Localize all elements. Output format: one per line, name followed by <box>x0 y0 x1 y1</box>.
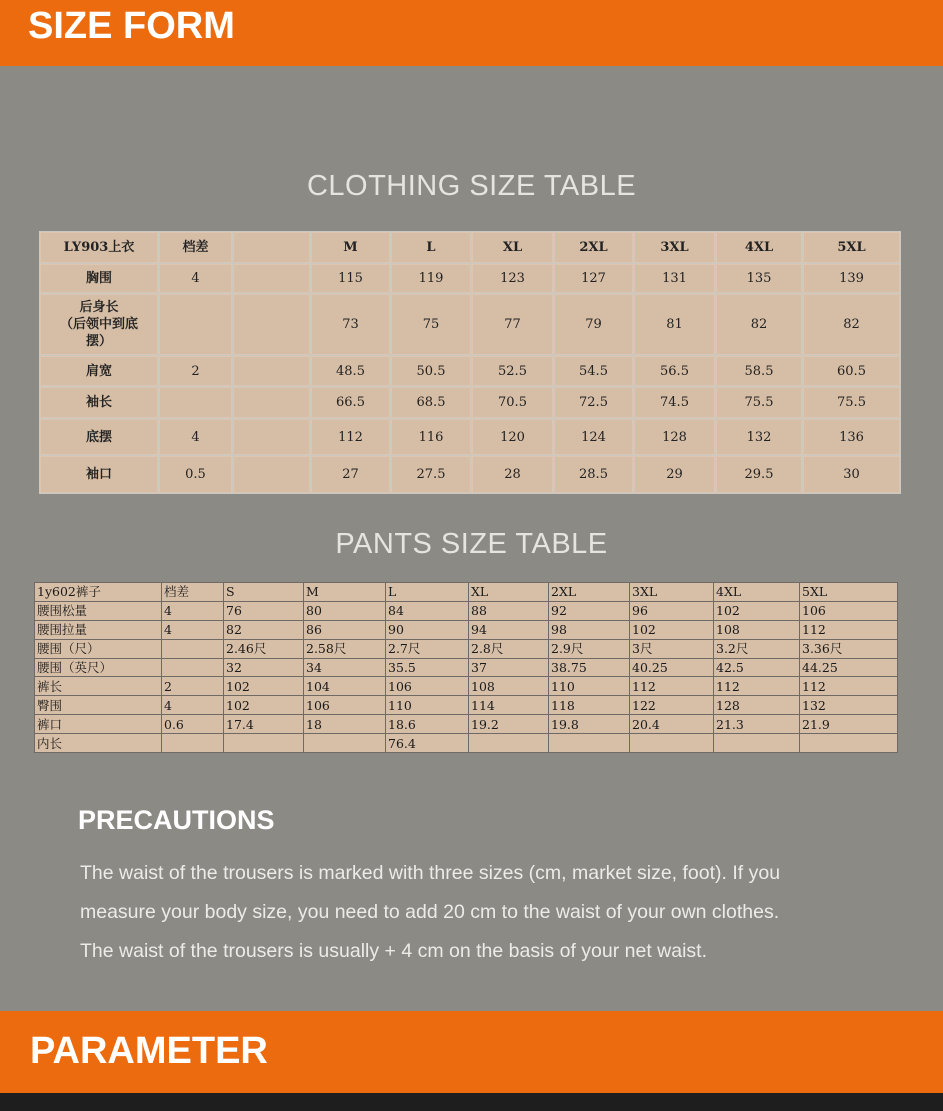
pants-cell: 82 <box>224 620 304 639</box>
clothing-cell: 4 <box>159 419 233 456</box>
size-form-title: SIZE FORM <box>28 5 235 47</box>
clothing-cell: 73 <box>311 294 391 356</box>
precautions-line: The waist of the trousers is usually + 4 cm on the basis of your net waist. <box>80 940 707 962</box>
pants-label-cell: 腰围（英尺） <box>35 658 162 677</box>
pants-cell: 2.7尺 <box>386 639 469 658</box>
size-form-banner <box>0 0 943 66</box>
clothing-cell: 132 <box>716 419 803 456</box>
clothing-cell: 29.5 <box>716 456 803 494</box>
clothing-table-title: CLOTHING SIZE TABLE <box>306 170 637 202</box>
pants-cell: 94 <box>469 620 549 639</box>
precautions-text <box>80 854 880 971</box>
clothing-header-cell: 4XL <box>716 232 803 264</box>
pants-cell <box>469 734 549 753</box>
bottom-strip <box>0 1093 943 1111</box>
pants-cell: 18.6 <box>386 715 469 734</box>
clothing-cell: 82 <box>716 294 803 356</box>
parameter-title: PARAMETER <box>30 1030 268 1072</box>
pants-row <box>35 639 898 658</box>
pants-cell <box>224 734 304 753</box>
pants-cell: 19.8 <box>549 715 630 734</box>
pants-label-cell: 内长 <box>35 734 162 753</box>
clothing-cell: 28.5 <box>554 456 634 494</box>
pants-label-cell: 裤长 <box>35 677 162 696</box>
pants-cell <box>162 639 224 658</box>
clothing-cell: 27 <box>311 456 391 494</box>
pants-label-cell: 臀围 <box>35 696 162 715</box>
clothing-cell: 81 <box>634 294 716 356</box>
pants-cell: 3尺 <box>630 639 714 658</box>
pants-cell: 96 <box>630 601 714 620</box>
pants-cell: 17.4 <box>224 715 304 734</box>
clothing-label-cell: 底摆 <box>40 419 159 456</box>
clothing-cell: 66.5 <box>311 387 391 419</box>
pants-cell: 21.9 <box>800 715 898 734</box>
pants-cell <box>162 734 224 753</box>
pants-header-cell: M <box>304 583 386 602</box>
clothing-header-cell <box>233 232 311 264</box>
clothing-row <box>40 387 901 419</box>
clothing-cell: 120 <box>472 419 554 456</box>
pants-row <box>35 715 898 734</box>
parameter-banner <box>0 1011 943 1093</box>
pants-row <box>35 734 898 753</box>
pants-cell: 2.9尺 <box>549 639 630 658</box>
clothing-cell: 82 <box>803 294 901 356</box>
clothing-cell: 127 <box>554 264 634 294</box>
pants-cell: 88 <box>469 601 549 620</box>
clothing-cell: 70.5 <box>472 387 554 419</box>
pants-header-cell: 1y602裤子 <box>35 583 162 602</box>
clothing-cell: 123 <box>472 264 554 294</box>
clothing-row <box>40 456 901 494</box>
pants-cell: 102 <box>630 620 714 639</box>
pants-cell: 35.5 <box>386 658 469 677</box>
clothing-cell: 119 <box>391 264 472 294</box>
clothing-cell <box>233 356 311 387</box>
clothing-label-cell: 肩宽 <box>40 356 159 387</box>
pants-cell: 112 <box>800 620 898 639</box>
pants-cell: 2.8尺 <box>469 639 549 658</box>
clothing-cell: 72.5 <box>554 387 634 419</box>
clothing-cell <box>159 294 233 356</box>
clothing-cell: 0.5 <box>159 456 233 494</box>
clothing-cell: 79 <box>554 294 634 356</box>
clothing-cell <box>233 294 311 356</box>
clothing-cell: 135 <box>716 264 803 294</box>
clothing-cell: 56.5 <box>634 356 716 387</box>
pants-cell: 102 <box>224 696 304 715</box>
clothing-cell: 27.5 <box>391 456 472 494</box>
clothing-cell: 131 <box>634 264 716 294</box>
pants-label-cell: 腰围（尺） <box>35 639 162 658</box>
clothing-cell: 52.5 <box>472 356 554 387</box>
clothing-cell <box>233 456 311 494</box>
clothing-cell: 28 <box>472 456 554 494</box>
clothing-header-cell: 2XL <box>554 232 634 264</box>
pants-cell: 4 <box>162 696 224 715</box>
pants-cell: 76.4 <box>386 734 469 753</box>
pants-cell: 44.25 <box>800 658 898 677</box>
clothing-header-cell: 5XL <box>803 232 901 264</box>
pants-cell: 112 <box>714 677 800 696</box>
clothing-cell: 58.5 <box>716 356 803 387</box>
clothing-cell: 75 <box>391 294 472 356</box>
pants-cell: 32 <box>224 658 304 677</box>
pants-cell: 108 <box>469 677 549 696</box>
clothing-cell <box>233 419 311 456</box>
pants-cell <box>630 734 714 753</box>
clothing-header-row <box>40 232 901 264</box>
pants-cell: 110 <box>549 677 630 696</box>
pants-row <box>35 677 898 696</box>
pants-cell <box>304 734 386 753</box>
clothing-cell: 54.5 <box>554 356 634 387</box>
clothing-cell: 4 <box>159 264 233 294</box>
clothing-header-cell: XL <box>472 232 554 264</box>
clothing-header-cell: LY903上衣 <box>40 232 159 264</box>
clothing-cell: 74.5 <box>634 387 716 419</box>
pants-cell: 2.46尺 <box>224 639 304 658</box>
pants-cell: 90 <box>386 620 469 639</box>
pants-cell: 3.36尺 <box>800 639 898 658</box>
pants-cell: 86 <box>304 620 386 639</box>
pants-cell: 118 <box>549 696 630 715</box>
pants-cell: 0.6 <box>162 715 224 734</box>
pants-cell: 3.2尺 <box>714 639 800 658</box>
pants-cell: 102 <box>714 601 800 620</box>
clothing-cell: 48.5 <box>311 356 391 387</box>
precautions-line: measure your body size, you need to add 20 cm to the waist of your own clothes. <box>80 901 780 923</box>
clothing-header-cell: L <box>391 232 472 264</box>
pants-cell: 2 <box>162 677 224 696</box>
clothing-cell: 139 <box>803 264 901 294</box>
clothing-cell <box>159 387 233 419</box>
pants-label-cell: 腰围松量 <box>35 601 162 620</box>
pants-header-cell: L <box>386 583 469 602</box>
clothing-label-cell: 胸围 <box>40 264 159 294</box>
clothing-header-cell: M <box>311 232 391 264</box>
clothing-label-cell: 袖长 <box>40 387 159 419</box>
clothing-cell: 2 <box>159 356 233 387</box>
pants-cell: 18 <box>304 715 386 734</box>
pants-cell: 108 <box>714 620 800 639</box>
pants-cell: 128 <box>714 696 800 715</box>
clothing-cell: 116 <box>391 419 472 456</box>
clothing-cell: 75.5 <box>803 387 901 419</box>
pants-header-cell: XL <box>469 583 549 602</box>
pants-cell: 106 <box>304 696 386 715</box>
pants-cell: 37 <box>469 658 549 677</box>
clothing-header-cell: 档差 <box>159 232 233 264</box>
pants-cell: 4 <box>162 601 224 620</box>
clothing-label-cell: 袖口 <box>40 456 159 494</box>
pants-cell: 84 <box>386 601 469 620</box>
pants-cell <box>549 734 630 753</box>
pants-cell <box>800 734 898 753</box>
clothing-cell: 128 <box>634 419 716 456</box>
pants-header-cell: 5XL <box>800 583 898 602</box>
pants-header-cell: 档差 <box>162 583 224 602</box>
pants-cell: 98 <box>549 620 630 639</box>
pants-row <box>35 696 898 715</box>
clothing-cell: 50.5 <box>391 356 472 387</box>
pants-cell: 106 <box>386 677 469 696</box>
pants-table-title: PANTS SIZE TABLE <box>335 528 608 560</box>
clothing-cell: 68.5 <box>391 387 472 419</box>
pants-header-cell: 3XL <box>630 583 714 602</box>
precautions-line: The waist of the trousers is marked with three sizes (cm, market size, foot). If you <box>80 862 781 884</box>
pants-cell: 80 <box>304 601 386 620</box>
clothing-header-cell: 3XL <box>634 232 716 264</box>
clothing-row <box>40 294 901 356</box>
pants-header-row <box>35 583 898 602</box>
pants-cell: 114 <box>469 696 549 715</box>
clothing-row <box>40 264 901 294</box>
pants-header-cell: S <box>224 583 304 602</box>
clothing-cell: 77 <box>472 294 554 356</box>
clothing-cell: 60.5 <box>803 356 901 387</box>
pants-header-cell: 2XL <box>549 583 630 602</box>
clothing-cell: 75.5 <box>716 387 803 419</box>
pants-cell: 4 <box>162 620 224 639</box>
clothing-cell: 136 <box>803 419 901 456</box>
clothing-cell: 124 <box>554 419 634 456</box>
pants-header-cell: 4XL <box>714 583 800 602</box>
precautions-title: PRECAUTIONS <box>78 805 275 835</box>
clothing-row <box>40 356 901 387</box>
pants-row <box>35 601 898 620</box>
pants-cell <box>714 734 800 753</box>
pants-cell: 112 <box>800 677 898 696</box>
clothing-label-cell: 后身长 （后领中到底 摆） <box>40 294 159 356</box>
pants-label-cell: 裤口 <box>35 715 162 734</box>
pants-cell <box>162 658 224 677</box>
pants-cell: 19.2 <box>469 715 549 734</box>
pants-cell: 2.58尺 <box>304 639 386 658</box>
clothing-row <box>40 419 901 456</box>
pants-cell: 102 <box>224 677 304 696</box>
pants-cell: 40.25 <box>630 658 714 677</box>
pants-cell: 122 <box>630 696 714 715</box>
pants-cell: 92 <box>549 601 630 620</box>
pants-row <box>35 658 898 677</box>
pants-cell: 106 <box>800 601 898 620</box>
pants-size-table <box>34 582 898 753</box>
pants-cell: 34 <box>304 658 386 677</box>
pants-cell: 112 <box>630 677 714 696</box>
clothing-cell <box>233 387 311 419</box>
clothing-cell: 115 <box>311 264 391 294</box>
clothing-cell: 112 <box>311 419 391 456</box>
clothing-cell: 29 <box>634 456 716 494</box>
pants-cell: 21.3 <box>714 715 800 734</box>
pants-cell: 38.75 <box>549 658 630 677</box>
pants-row <box>35 620 898 639</box>
pants-label-cell: 腰围拉量 <box>35 620 162 639</box>
pants-cell: 76 <box>224 601 304 620</box>
pants-cell: 20.4 <box>630 715 714 734</box>
pants-cell: 132 <box>800 696 898 715</box>
pants-cell: 42.5 <box>714 658 800 677</box>
pants-cell: 104 <box>304 677 386 696</box>
clothing-cell: 30 <box>803 456 901 494</box>
clothing-cell <box>233 264 311 294</box>
clothing-size-table <box>39 231 901 494</box>
pants-cell: 110 <box>386 696 469 715</box>
